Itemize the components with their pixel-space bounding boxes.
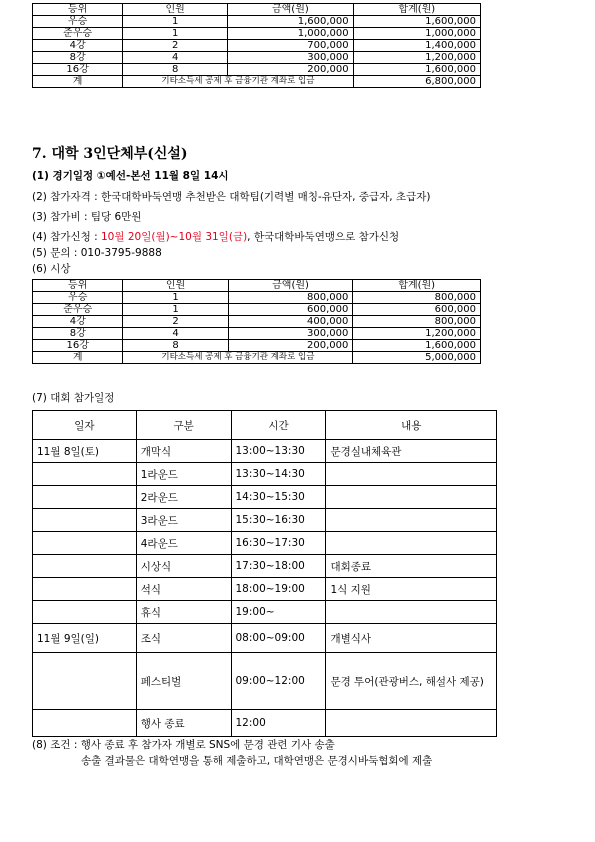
- cell-time: 19:00~: [231, 601, 326, 624]
- cell-time: 16:30~17:30: [231, 532, 326, 555]
- schedule-line: (1) 경기일정 ①예선-본선 11월 8일 14시: [32, 170, 229, 182]
- header-amount: 금액(원): [228, 4, 354, 16]
- cell-content: 1식 지원: [326, 578, 497, 601]
- cell-date-empty: [33, 601, 137, 624]
- date-day1: 11월 8일(토): [33, 440, 137, 463]
- cell-amount: 700,000: [228, 40, 354, 52]
- table-row: [33, 64, 481, 76]
- total-label: 계: [33, 352, 123, 364]
- cell-amount: 400,000: [228, 316, 353, 328]
- cell-date-empty: [33, 555, 137, 578]
- cell-content: 대회종료: [326, 555, 497, 578]
- cell-amount: 600,000: [228, 304, 353, 316]
- cell-total: 1,600,000: [353, 64, 480, 76]
- cell-amount: 300,000: [228, 328, 353, 340]
- table-row: [33, 40, 481, 52]
- table-header-row: [33, 280, 481, 292]
- cell-total: 1,400,000: [353, 40, 480, 52]
- cell-date-empty: [33, 532, 137, 555]
- header-count: 인원: [123, 4, 228, 16]
- cell-time: 08:00~09:00: [231, 624, 326, 653]
- cell-count: 8: [123, 340, 228, 352]
- prize-table-2: [32, 279, 481, 364]
- conditions-line-1: (8) 조건 : 행사 종료 후 참가자 개별로 SNS에 문경 관련 기사 송출: [32, 739, 335, 751]
- cell-time: 18:00~19:00: [231, 578, 326, 601]
- cell-rank: 4강: [33, 316, 123, 328]
- cell-count: 2: [123, 40, 228, 52]
- cell-time: 12:00: [231, 710, 326, 737]
- table-row: [33, 16, 481, 28]
- application-line: [32, 229, 399, 244]
- application-suffix: , 한국대학바둑연맹으로 참가신청: [247, 231, 400, 243]
- cell-category: 조식: [136, 624, 231, 653]
- table-row: [33, 532, 497, 555]
- cell-time: 17:30~18:00: [231, 555, 326, 578]
- cell-content: [326, 463, 497, 486]
- cell-total: 800,000: [353, 292, 481, 304]
- cell-total: 1,000,000: [353, 28, 480, 40]
- table-row: [33, 304, 481, 316]
- cell-total: 1,600,000: [353, 16, 480, 28]
- cell-category: 2라운드: [136, 486, 231, 509]
- table-row: [33, 316, 481, 328]
- cell-time: 14:30~15:30: [231, 486, 326, 509]
- table-row: [33, 601, 497, 624]
- cell-category: 1라운드: [136, 463, 231, 486]
- cell-content: [326, 509, 497, 532]
- cell-count: 4: [123, 328, 228, 340]
- table-row: [33, 710, 497, 737]
- cell-category: 페스티벌: [136, 653, 231, 710]
- cell-amount: 1,000,000: [228, 28, 354, 40]
- cell-category: 개막식: [136, 440, 231, 463]
- cell-rank: 4강: [33, 40, 123, 52]
- table-row: [33, 509, 497, 532]
- cell-count: 1: [123, 16, 228, 28]
- cell-rank: 준우승: [33, 28, 123, 40]
- cell-content: [326, 532, 497, 555]
- cell-amount: 200,000: [228, 340, 353, 352]
- cell-count: 8: [123, 64, 228, 76]
- cell-category: 시상식: [136, 555, 231, 578]
- cell-rank: 우승: [33, 16, 123, 28]
- cell-total: 1,600,000: [353, 340, 481, 352]
- cell-count: 1: [123, 292, 228, 304]
- itinerary-label: (7) 대회 참가일정: [32, 392, 115, 404]
- cell-total: 1,200,000: [353, 328, 481, 340]
- date-day2: 11월 9일(일): [33, 624, 137, 653]
- table-row: [33, 578, 497, 601]
- cell-total: 600,000: [353, 304, 481, 316]
- header-total: 합계(원): [353, 280, 481, 292]
- cell-rank: 16강: [33, 340, 123, 352]
- cell-category: 행사 종료: [136, 710, 231, 737]
- cell-time: 15:30~16:30: [231, 509, 326, 532]
- cell-total: 800,000: [353, 316, 481, 328]
- cell-category: 3라운드: [136, 509, 231, 532]
- cell-rank: 준우승: [33, 304, 123, 316]
- table-header-row: [33, 4, 481, 16]
- header-rank: 등위: [33, 4, 123, 16]
- fee-line: (3) 참가비 : 팀당 6만원: [32, 211, 142, 223]
- cell-amount: 800,000: [228, 292, 353, 304]
- cell-rank: 우승: [33, 292, 123, 304]
- total-label: 계: [33, 76, 123, 88]
- application-prefix: (4) 참가신청 :: [32, 231, 101, 243]
- cell-rank: 8강: [33, 328, 123, 340]
- table-row: [33, 328, 481, 340]
- contact-line: (5) 문의 : 010-3795-9888: [32, 247, 162, 259]
- cell-content: [326, 601, 497, 624]
- table-total-row: [33, 76, 481, 88]
- cell-category: 석식: [136, 578, 231, 601]
- cell-date-empty: [33, 710, 137, 737]
- cell-category: 4라운드: [136, 532, 231, 555]
- cell-amount: 300,000: [228, 52, 354, 64]
- payment-note: 기타소득세 공제 후 금융기관 계좌로 입금: [123, 352, 353, 364]
- cell-total: 1,200,000: [353, 52, 480, 64]
- cell-date-empty: [33, 653, 137, 710]
- cell-content: [326, 486, 497, 509]
- awards-label: (6) 시상: [32, 263, 71, 275]
- cell-count: 1: [123, 304, 228, 316]
- cell-category: 휴식: [136, 601, 231, 624]
- grand-total: 5,000,000: [353, 352, 481, 364]
- table-row: [33, 463, 497, 486]
- cell-content: 문경 투어(관광버스, 해설사 제공): [326, 653, 497, 710]
- header-content: 내용: [326, 411, 497, 440]
- section-title: 7. 대학 3인단체부(신설): [32, 146, 188, 162]
- cell-content: 개별식사: [326, 624, 497, 653]
- table-row: [33, 340, 481, 352]
- header-time: 시간: [231, 411, 326, 440]
- cell-date-empty: [33, 509, 137, 532]
- cell-rank: 8강: [33, 52, 123, 64]
- cell-time: 13:30~14:30: [231, 463, 326, 486]
- cell-date-empty: [33, 578, 137, 601]
- itinerary-table: [32, 410, 497, 737]
- table-row: [33, 440, 497, 463]
- table-row: [33, 292, 481, 304]
- table-row: [33, 486, 497, 509]
- application-dates: 10월 20일(월)~10월 31일(금): [101, 231, 248, 243]
- grand-total: 6,800,000: [353, 76, 480, 88]
- cell-time: 09:00~12:00: [231, 653, 326, 710]
- table-row: [33, 555, 497, 578]
- table-row: [33, 52, 481, 64]
- eligibility-line: (2) 참가자격 : 한국대학바둑연맹 추천받은 대학팀(기력별 매칭-유단자, 중급자, 초급자): [32, 191, 431, 203]
- cell-amount: 200,000: [228, 64, 354, 76]
- payment-note: 기타소득세 공제 후 금융기관 계좌로 입금: [123, 76, 353, 88]
- header-category: 구분: [136, 411, 231, 440]
- header-total: 합계(원): [353, 4, 480, 16]
- prize-table-1: [32, 3, 481, 88]
- header-rank: 등위: [33, 280, 123, 292]
- cell-content: 문경실내체육관: [326, 440, 497, 463]
- table-row: [33, 653, 497, 710]
- cell-date-empty: [33, 463, 137, 486]
- cell-count: 4: [123, 52, 228, 64]
- table-header-row: [33, 411, 497, 440]
- conditions-line-2: 송출 결과물은 대학연맹을 통해 제출하고, 대학연맹은 문경시바둑협회에 제출: [81, 755, 433, 767]
- cell-content: [326, 710, 497, 737]
- table-row: [33, 624, 497, 653]
- cell-count: 1: [123, 28, 228, 40]
- cell-time: 13:00~13:30: [231, 440, 326, 463]
- cell-rank: 16강: [33, 64, 123, 76]
- cell-count: 2: [123, 316, 228, 328]
- table-row: [33, 28, 481, 40]
- table-total-row: [33, 352, 481, 364]
- cell-amount: 1,600,000: [228, 16, 354, 28]
- header-amount: 금액(원): [228, 280, 353, 292]
- cell-date-empty: [33, 486, 137, 509]
- header-count: 인원: [123, 280, 228, 292]
- header-date: 일자: [33, 411, 137, 440]
